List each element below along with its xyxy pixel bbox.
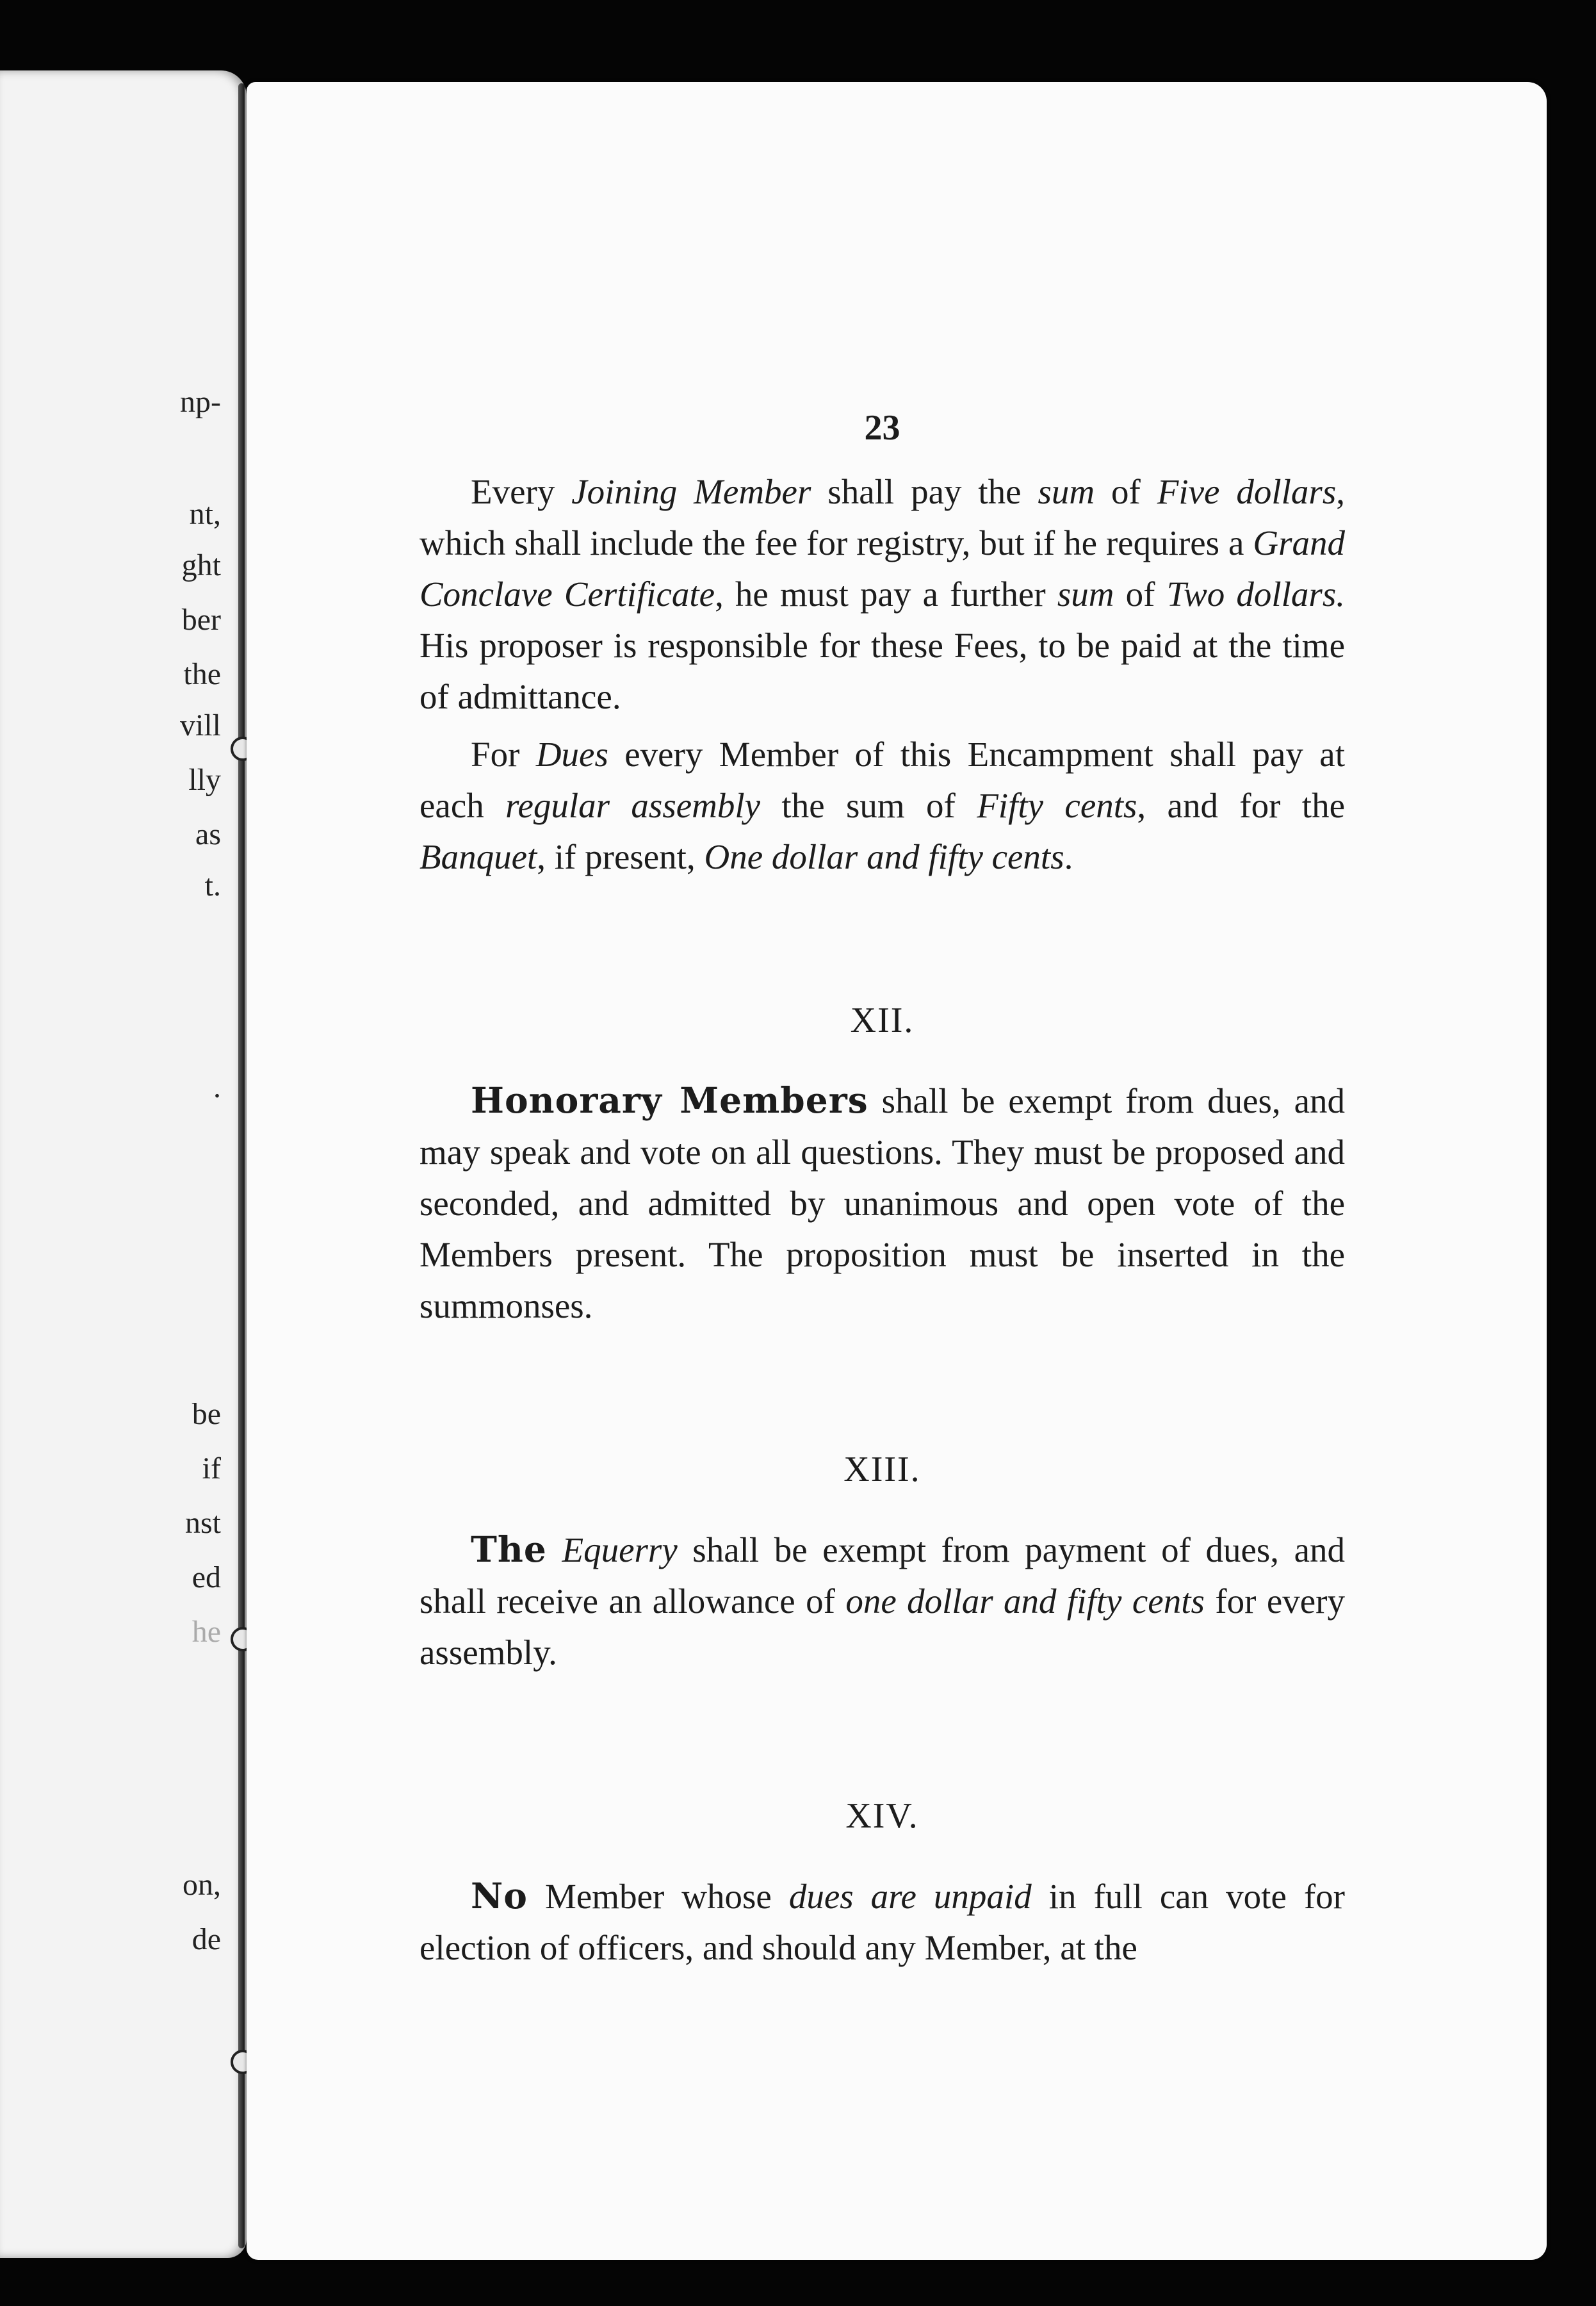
text-run: Member whose — [527, 1877, 789, 1916]
italic-run: Fifty cents — [977, 786, 1137, 825]
text-run: , which shall include the fee for registry, but if he requires a — [419, 472, 1345, 562]
previous-page-text: the — [183, 657, 221, 691]
unpaid-dues-paragraph — [419, 1870, 1345, 1974]
italic-run: Two dollars. — [1166, 575, 1345, 614]
italic-run: Five dollars — [1157, 472, 1337, 511]
previous-page-text: lly — [188, 763, 221, 797]
italic-run: Joining Member — [571, 472, 811, 511]
italic-run: one dollar and fifty cents — [845, 1582, 1205, 1621]
text-run: , he must pay a further — [715, 575, 1057, 614]
blackletter-lead: The — [471, 1528, 547, 1570]
previous-page-text: . — [213, 1070, 221, 1104]
honorary-members-paragraph — [419, 1075, 1345, 1332]
previous-page-text: be — [191, 1397, 221, 1431]
text-run: His proposer is responsible for these Fees, to be paid at the time of admittance. — [419, 626, 1345, 716]
text-run: of — [1114, 575, 1167, 614]
text-run: For — [471, 735, 536, 774]
italic-run: Dues — [535, 735, 608, 774]
previous-page-text: ght — [181, 548, 221, 582]
page-number: 23 — [864, 408, 900, 448]
book-spine — [238, 83, 245, 2248]
text-run — [547, 1530, 562, 1569]
previous-page-text: nst — [184, 1506, 221, 1540]
previous-page-text: vill — [179, 708, 221, 742]
previous-page-text: t. — [204, 869, 221, 903]
italic-run: Banquet — [419, 837, 537, 876]
previous-page-text: he — [191, 1615, 221, 1649]
italic-run: regular assembly — [505, 786, 761, 825]
section-heading-xii: XII. — [850, 1001, 915, 1040]
previous-page-text: nt, — [189, 497, 221, 531]
text-run: shall be exempt from dues, and may speak and vote on all questions. They must be proposed and seconded, and admitted by unanimous and open vote of the Members present. The proposition must be inserted in the summonses. — [419, 1081, 1346, 1325]
previous-page-text: ed — [191, 1560, 221, 1594]
italic-run: sum — [1038, 472, 1095, 511]
text-run: in full can vote for election of officers, and should any Member, at the — [419, 1877, 1345, 1967]
equerry-paragraph — [419, 1524, 1345, 1678]
previous-page-text: as — [195, 817, 221, 851]
book-page — [247, 82, 1547, 2260]
blackletter-lead: Honorary Members — [471, 1079, 868, 1121]
italic-run: One dollar and fifty cents — [704, 837, 1064, 876]
text-run: every Member of this Encampment shall pay at each — [419, 735, 1345, 825]
previous-page-text: de — [191, 1922, 221, 1956]
joining-member-paragraph — [419, 466, 1345, 723]
blackletter-lead: No — [471, 1875, 528, 1917]
section-heading-xiv: XIV. — [845, 1796, 919, 1836]
text-run: shall pay the — [811, 472, 1038, 511]
section-heading-xiii: XIII. — [843, 1450, 921, 1489]
italic-run: sum — [1057, 575, 1114, 614]
italic-run: Equerry — [562, 1530, 678, 1569]
italic-run: Grand Conclave Certificate — [419, 523, 1345, 614]
previous-page-text: ber — [181, 603, 221, 637]
previous-page-fragment — [0, 70, 247, 2258]
page-content — [419, 325, 1345, 1974]
previous-page-text: if — [202, 1451, 221, 1485]
dues-paragraph — [419, 729, 1345, 883]
text-run: Every — [471, 472, 572, 511]
text-run: , if present, — [537, 837, 704, 876]
previous-page-text: np- — [180, 385, 221, 419]
italic-run: dues are unpaid — [788, 1877, 1032, 1916]
previous-page-text: on, — [183, 1868, 221, 1902]
text-run: of — [1095, 472, 1157, 511]
text-run: the sum of — [760, 786, 977, 825]
text-run: for every assembly. — [419, 1582, 1345, 1672]
text-run: . — [1064, 837, 1073, 876]
text-run: , and for the — [1137, 786, 1345, 825]
text-run: shall be exempt from payment of dues, and shall receive an allowance of — [419, 1530, 1346, 1621]
